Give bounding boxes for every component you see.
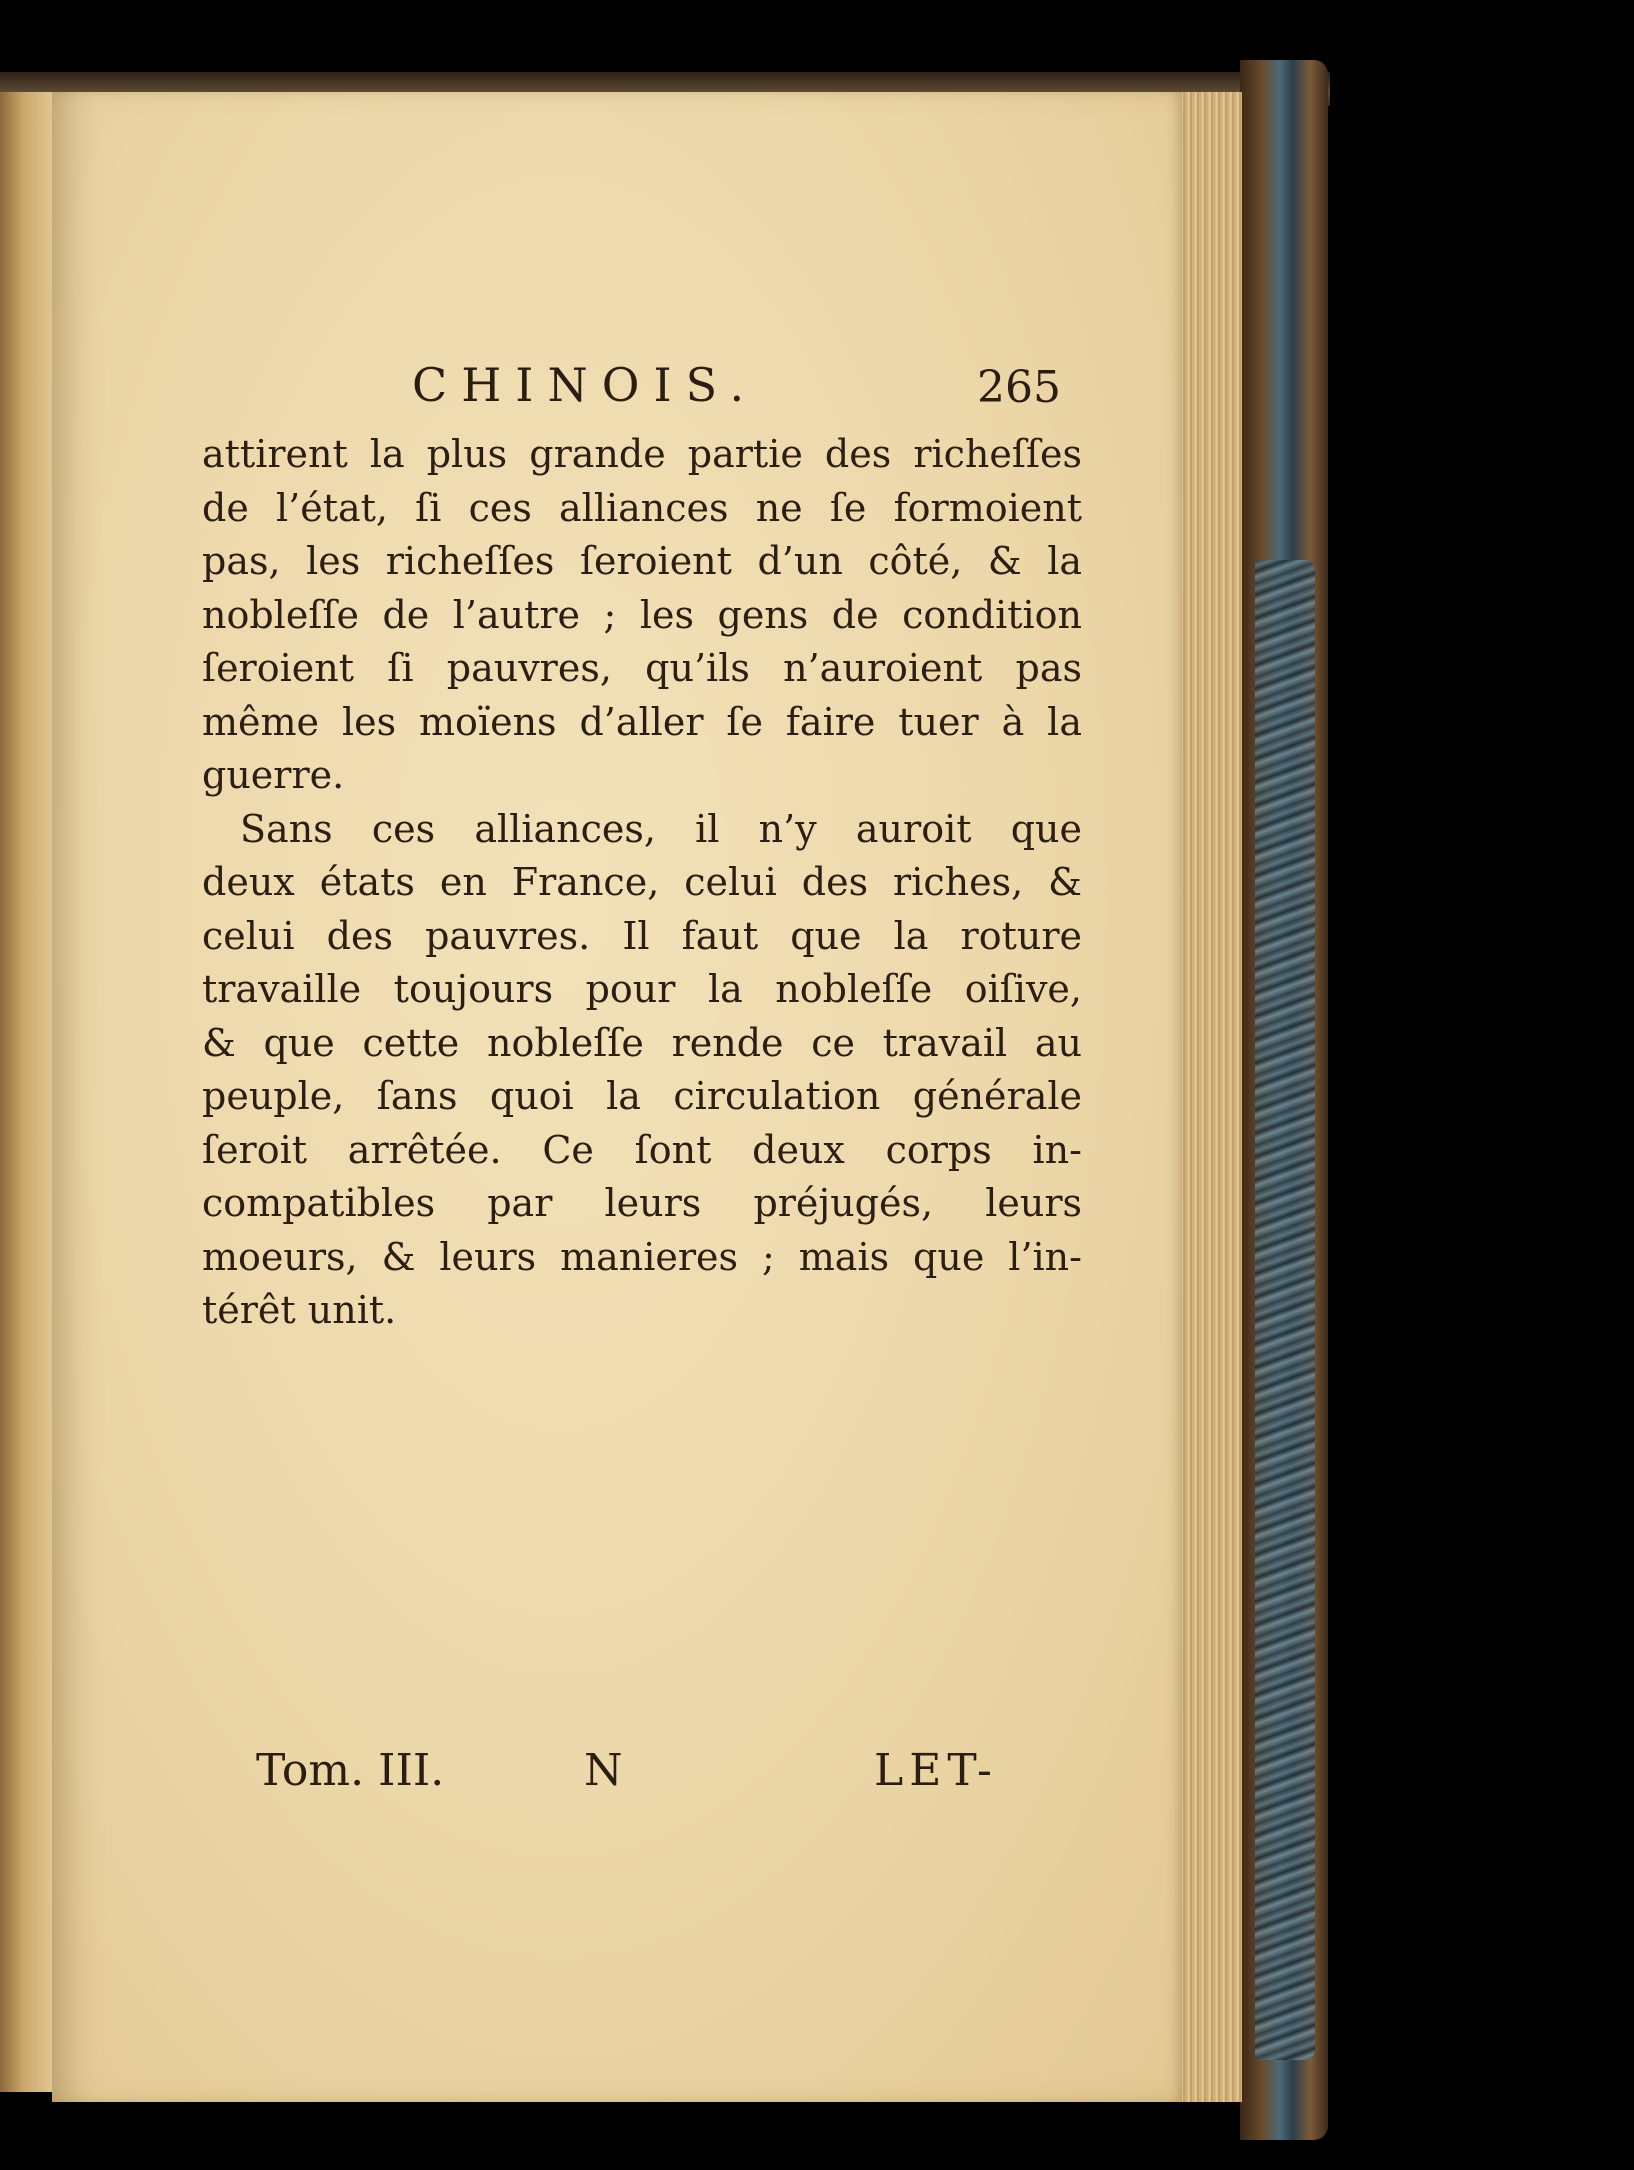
page-number: 265 xyxy=(977,362,1061,413)
book-page xyxy=(52,92,1182,2102)
page-footer xyxy=(52,1737,1182,1807)
text-line: attirent la plus grande partie des richeſſes xyxy=(202,432,1082,476)
running-title: CHINOIS. xyxy=(412,358,759,412)
text-line: pas, les richeſſes ſeroient d’un côté, & la xyxy=(202,539,1082,583)
text-line: & que cette nobleſſe rende ce travail au xyxy=(202,1020,1082,1065)
catchword: LET- xyxy=(874,1745,998,1796)
text-line: Sans ces alliances, il n’y auroit que xyxy=(240,806,1082,851)
volume-label: Tom. III. xyxy=(256,1745,445,1796)
text-line: ſeroit arrêtée. Ce ſont deux corps in- xyxy=(202,1127,1082,1172)
body-text xyxy=(202,428,1082,1338)
text-line: même les moïens d’aller ſe faire tuer à la xyxy=(202,699,1082,744)
facing-page-edge xyxy=(0,92,58,2092)
text-line: nobleſſe de l’autre ; les gens de condition xyxy=(202,592,1082,637)
show-through-text xyxy=(952,1322,1122,1902)
text-line: celui des pauvres. Il faut que la roture xyxy=(202,913,1082,958)
text-line: deux états en France, celui des riches, & xyxy=(202,860,1082,904)
marbled-cover xyxy=(1255,560,1315,2060)
text-line: compatibles par leurs préjugés, leurs xyxy=(202,1181,1082,1225)
page-block-edges xyxy=(1172,92,1242,2102)
text-line: de l’état, ſi ces alliances ne ſe formoient xyxy=(202,485,1082,530)
text-line: guerre. xyxy=(202,753,345,797)
signature-mark: N xyxy=(584,1745,623,1796)
text-line: peuple, ſans quoi la circulation générale xyxy=(202,1074,1082,1118)
text-line: moeurs, & leurs manieres ; mais que l’in- xyxy=(202,1234,1082,1279)
text-line: travaille toujours pour la nobleſſe oiſive, xyxy=(202,967,1082,1011)
text-line: térêt unit. xyxy=(202,1288,397,1332)
text-line: ſeroient ſi pauvres, qu’ils n’auroient pas xyxy=(202,646,1082,690)
page-header xyxy=(52,348,1182,418)
